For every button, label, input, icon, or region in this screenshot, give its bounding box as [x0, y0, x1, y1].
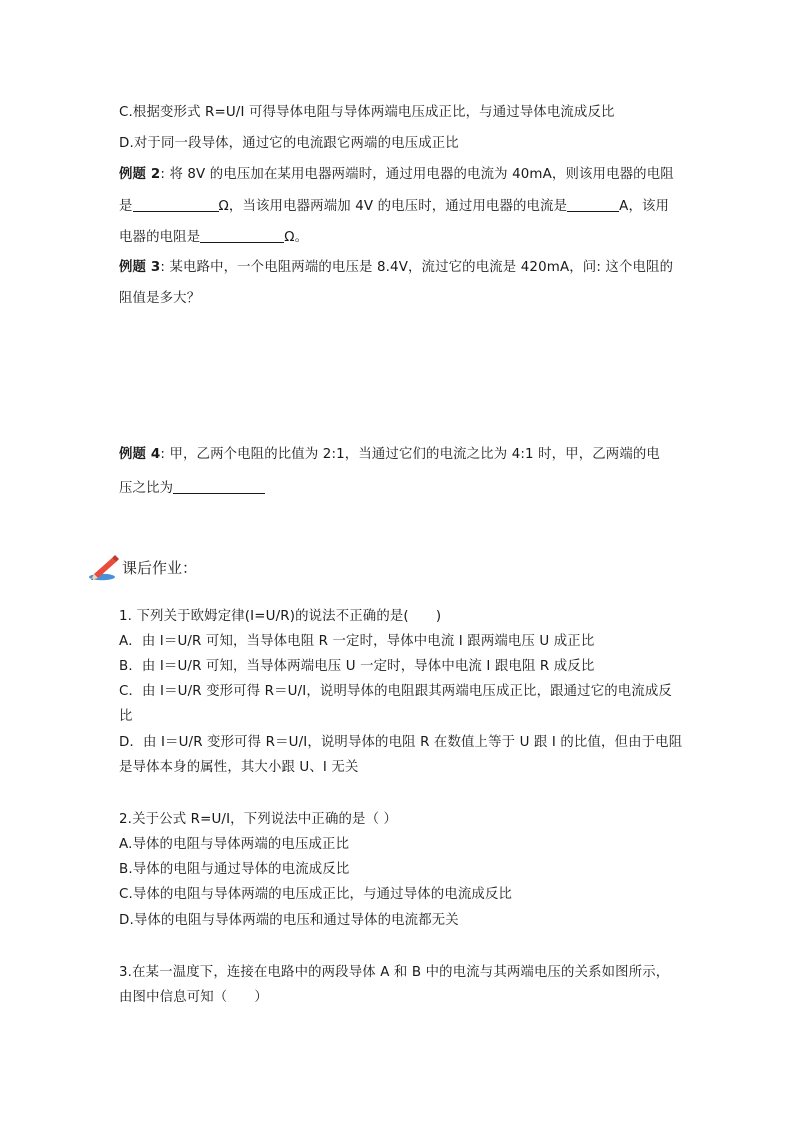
option-c-text: C.根据变形式 R=U/I 可得导体电阻与导体两端电压成正比，与通过导体电流成反比 — [119, 105, 615, 120]
example-4-line-2: 压之比为 — [119, 479, 265, 498]
example-3-line-1: 例题 3: 某电路中，一个电阻两端的电压是 8.4V，流过它的电流是 420mA，问: 这个电阻的 — [119, 260, 674, 275]
question-1-option-a: A．由 I＝U/R 可知，当导体电阻 R 一定时，导体中电流 I 跟两端电压 U 成正比 — [119, 634, 595, 649]
question-2-stem: 2.关于公式 R=U/I，下列说法中正确的是（ ） — [119, 812, 398, 827]
example-2-line-2: 是 Ω，当该用电器两端加 4V 的电压时，通过用电器的电流是 A，该用 — [119, 199, 670, 214]
example-2-text: : 将 8V 的电压加在某用电器两端时，通过用电器的电流为 40mA，则该用电器的电阻 — [160, 167, 674, 182]
question-3-stem-cont: 由图中信息可知（ ） — [119, 990, 268, 1005]
example-4-label: 例题 4 — [119, 447, 161, 462]
question-1-option-d-cont: 是导体本身的属性，其大小跟 U、I 无关 — [119, 760, 359, 775]
example-2-line-1 — [119, 166, 674, 184]
question-2-option-b: B.导体的电阻与通过导体的电流成反比 — [119, 862, 350, 877]
answer-blank[interactable] — [200, 228, 284, 243]
example-2-label: 例题 2 — [119, 167, 161, 182]
question-1-option-c: C．由 I＝U/R 变形可得 R＝U/I，说明导体的电阻跟其两端电压成正比，跟通过它的电流成反 — [119, 684, 672, 699]
example-3-label: 例题 3 — [119, 260, 161, 275]
option-d-text: D.对于同一段导体，通过它的电流跟它两端的电压成正比 — [119, 136, 459, 151]
question-1-option-b: B．由 I＝U/R 可知，当导体两端电压 U 一定时，导体中电流 I 跟电阻 R 成反比 — [119, 659, 595, 674]
answer-blank[interactable] — [567, 197, 619, 212]
question-1-option-c-cont: 比 — [119, 709, 133, 724]
example-3-line-2: 阻值是多大？ — [119, 291, 201, 306]
question-2-option-d: D.导体的电阻与导体两端的电压和通过导体的电流都无关 — [119, 913, 459, 928]
homework-title: 课后作业： — [122, 558, 198, 577]
question-3-stem: 3.在某一温度下，连接在电路中的两段导体 A 和 B 中的电流与其两端电压的关系如图所示， — [119, 965, 670, 980]
homework-heading — [88, 552, 197, 582]
answer-blank[interactable] — [133, 197, 219, 212]
question-1-option-d: D．由 I＝U/R 变形可得 R＝U/I，说明导体的电阻 R 在数值上等于 U 跟 I 的比值，但由于电阻 — [119, 735, 683, 750]
question-2-option-c: C.导体的电阻与导体两端的电压成正比，与通过导体的电流成反比 — [119, 887, 513, 902]
answer-blank[interactable] — [173, 479, 265, 494]
pencil-icon — [88, 552, 120, 582]
example-2-line-3: 电器的电阻是 Ω。 — [119, 230, 309, 245]
question-2-option-a: A.导体的电阻与导体两端的电压成正比 — [119, 837, 350, 852]
question-1-stem: 1. 下列关于欧姆定律(I=U/R)的说法不正确的是( ) — [119, 609, 442, 624]
example-4-line-1: 例题 4: 甲，乙两个电阻的比值为 2:1，当通过它们的电流之比为 4:1 时，甲，乙两端的电 — [119, 447, 660, 462]
